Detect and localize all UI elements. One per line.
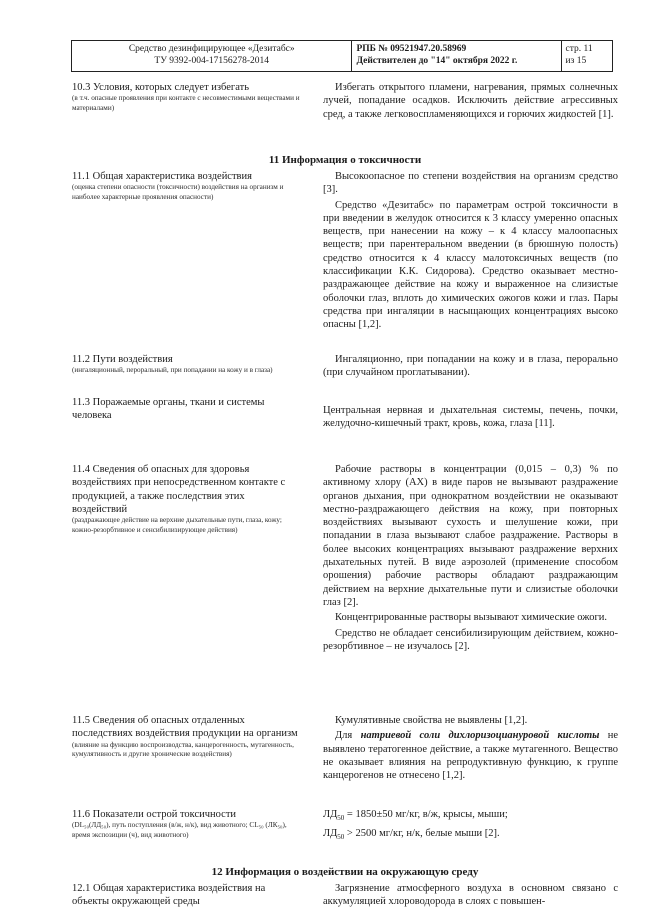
item-title: 11.6 Показатели острой токсичности <box>72 809 237 820</box>
item-title: 11.3 Поражаемые органы, ткани и системы человека <box>72 397 265 422</box>
item-title: 11.2 Пути воздействия <box>72 354 173 365</box>
item-title: 11.4 Сведения об опасных для здоровья воздействиях при непосредственном контакте с продукцией, а также последствия этих воздействий <box>72 464 286 515</box>
item-paragraph: Средство не обладает сенсибилизирующим действием, кожно-резорбтивное – не изучалось [2]. <box>323 627 618 652</box>
document-header <box>71 40 613 72</box>
item-label <box>72 882 300 909</box>
toxicity-line <box>323 808 618 825</box>
rpb-validity: Действителен до "14" октября 2022 г. <box>356 56 518 66</box>
ld-value: = 1850±50 мг/кг, в/ж, крысы, мыши; <box>344 809 508 820</box>
item-label <box>72 808 300 840</box>
section-title-12: 12 Информация о воздействии на окружающую среду <box>211 866 479 878</box>
item-content <box>323 714 618 782</box>
item-paragraph: Кумулятивные свойства не выявлены [1,2]. <box>335 715 528 726</box>
rpb-cell <box>352 41 561 72</box>
item-text: Центральная нервная и дыхательная системы, печень, почки, желудочно-кишечный тракт, кровь, кожа, глаза [11]. <box>323 405 618 430</box>
section-title-11: 11 Информация о токсичности <box>268 154 422 166</box>
ld-label: ЛД <box>323 809 338 820</box>
item-label <box>72 463 300 535</box>
item-label <box>72 81 300 113</box>
item-title: 10.3 Условия, которых следует избегать <box>72 82 249 93</box>
item-content <box>323 81 618 121</box>
item-text: Избегать открытого пламени, нагревания, прямых солнечных лучей, попадание осадков. Исключить действие агрессивных сред, а также легковоспламеняющихся и горючих жидкостей [1]. <box>323 82 618 120</box>
item-note: (раздражающее действие на верхние дыхательные пути, глаза, кожу; кожно-резорбтивное и сенсибилизирующее действия) <box>72 516 282 534</box>
item-content <box>323 170 618 332</box>
item-title: 11.5 Сведения об опасных отдаленных последствиях воздействия продукции на организм <box>72 715 298 740</box>
item-note: (в т.ч. опасные проявления при контакте с несовместимыми веществами и материалами) <box>72 94 300 112</box>
rpb-number: РПБ № 09521947.20.58969 <box>356 44 467 54</box>
item-content <box>323 463 618 653</box>
item-content <box>323 882 618 909</box>
item-note: (оценка степени опасности (токсичности) воздействия на организм и наиболее характерные проявления опасности) <box>72 183 284 201</box>
product-cell <box>72 41 352 72</box>
item-paragraph <box>323 729 618 782</box>
page-total: из 15 <box>565 56 587 66</box>
item-content <box>323 353 618 380</box>
product-spec: ТУ 9392-004-17156278-2014 <box>154 56 270 66</box>
item-content <box>323 404 618 431</box>
item-note: (влияние на функцию воспроизводства, канцерогенность, мутагенность, кумулятивность и другие хронические воздействия) <box>72 740 294 759</box>
ld-label: ЛД <box>323 828 338 840</box>
item-label <box>72 170 300 202</box>
item-text-pre: Для <box>335 730 361 742</box>
item-note: (ингаляционный, пероральный, при попадании на кожу и в глаза) <box>72 366 273 375</box>
item-text: Ингаляционно, при попадании на кожу и в глаза, перорально (при случайном проглатывании). <box>323 354 618 379</box>
item-paragraph: Средство «Дезитабс» по параметрам острой токсичности в при введении в желудок относится к 3 классу умеренно опасных веществ, при нанесении на кожу – к 4 классу малоопасных веществ; при парентеральном введении (в брюшную полость) средство относится к 4 классу малотоксичных веществ (по классификации К.К. Сидорова). Средство оказывает местно-раздражающее действие на кожу и выраженное на слизистые оболочки глаз, вплоть до химических ожогов кожи и глаз. Пары средства при ингаляции в насыщающих концентрациях высоко опасны [1,2]. <box>323 199 618 331</box>
product-name: Средство дезинфицирующее «Дезитабс» <box>128 44 295 54</box>
item-paragraph: Концентрированные растворы вызывают химические ожоги. <box>335 612 608 624</box>
item-label <box>72 353 300 376</box>
item-label <box>72 396 300 423</box>
item-label <box>72 714 300 760</box>
page-cell <box>561 41 613 72</box>
toxicity-line <box>323 827 618 844</box>
item-paragraph: Рабочие растворы в концентрации (0,015 – 0,3) % по активному хлору (АХ) в виде паров не вызывают раздражение органов дыхания, при однократном воздействии не оказывают местно-раздражающего действия на кожу, при повторных воздействиях вызывают сухость и шелушение кожи, при попадании в глаза вызывают слабое раздражение. Растворы в более высоких концентрациях вызывают раздражение верхних дыхательных путей. В виде аэрозолей (применение способом орошения) рабочие растворы обладают раздражающим действием на верхние дыхательные пути и слизистые оболочки глаз [2]. <box>323 464 618 608</box>
item-title: 11.1 Общая характеристика воздействия <box>72 171 252 182</box>
item-text: Загрязнение атмосферного воздуха в основном связано с аккумуляцией хлороводорода в слоях с повышен- <box>323 883 618 908</box>
ld-value: > 2500 мг/кг, н/к, белые мыши [2]. <box>344 828 500 840</box>
substance-name: натриевой соли дихлоризоциануровой кислоты <box>360 730 600 742</box>
item-title: 12.1 Общая характеристика воздействия на объекты окружающей среды <box>72 883 266 908</box>
ld-subscript: 50 <box>337 814 345 823</box>
ld-subscript: 50 <box>337 833 345 842</box>
page-number: стр. 11 <box>565 44 593 54</box>
item-text-post: не выявлено тератогенное действие, а также мутагенного. Вещество не оказывает влияния на репродуктивную функцию, к группе канцерогенов не отнесено [1,2]. <box>323 730 619 782</box>
item-note: (DL₅₀(ЛД₅₀), путь поступления (в/ж, н/к), вид животного; CL₅₀ (ЛК₅₀), время экспозиции (ч), вид животного) <box>72 821 287 839</box>
item-content <box>323 808 618 845</box>
item-paragraph: Высокоопасное по степени воздействия на организм средство [3]. <box>323 171 618 196</box>
